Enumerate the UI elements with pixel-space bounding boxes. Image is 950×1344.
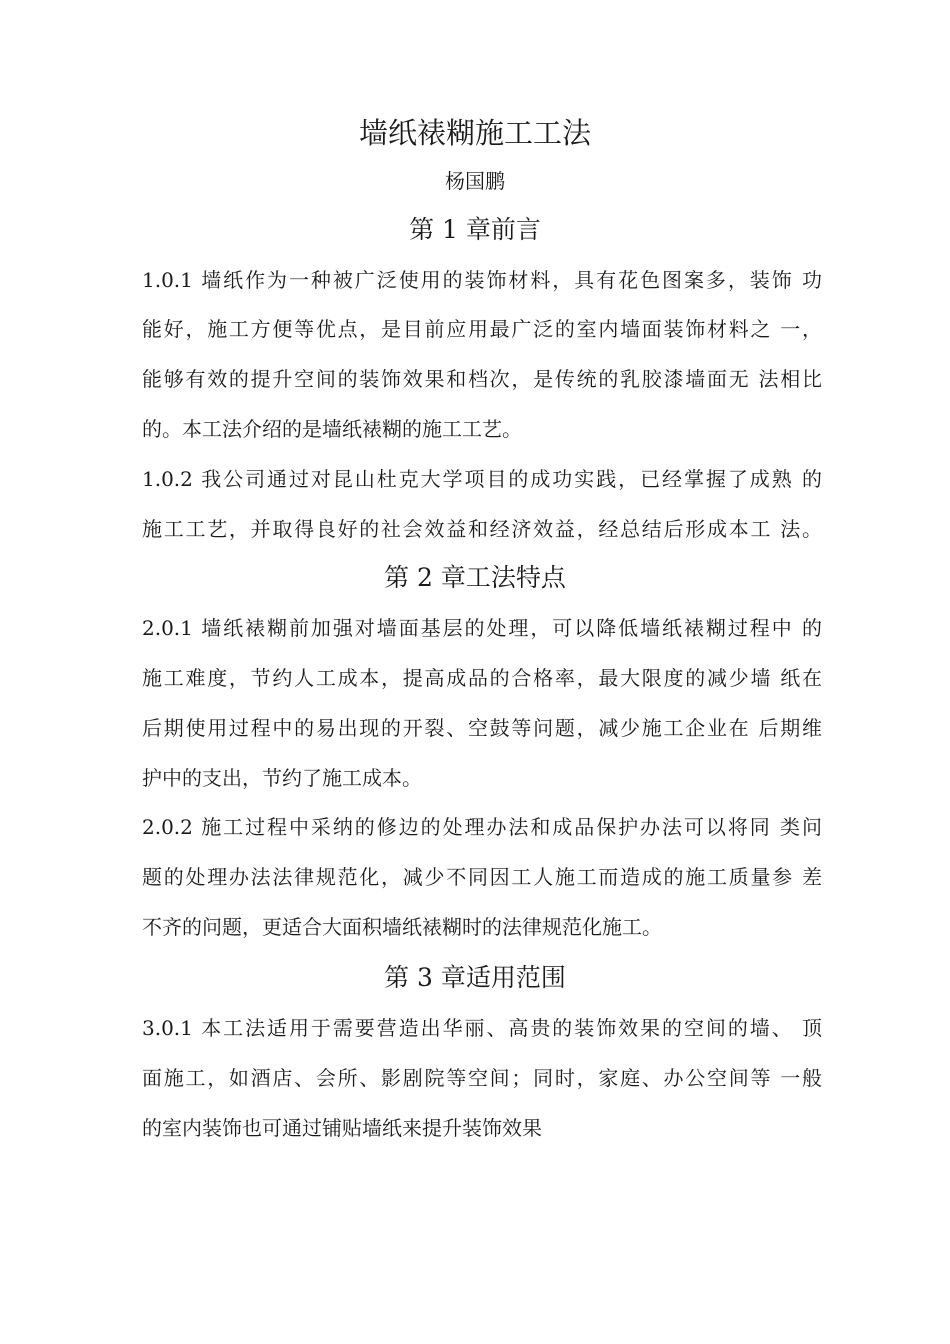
- chapter-1-line-5: 1.0.2 我公司通过对昆山杜克大学项目的成功实践，已经掌握了成熟 的: [142, 467, 822, 491]
- chapter-1-heading: 第 1 章前言: [409, 215, 541, 244]
- chapter-2-line-1: 2.0.1 墙纸裱糊前加强对墙面基层的处理，可以降低墙纸裱糊过程中 的: [142, 616, 822, 640]
- chapter-2-line-5: 2.0.2 施工过程中采纳的修边的处理办法和成品保护办法可以将同 类问: [142, 815, 822, 839]
- chapter-1-line-2: 能好，施工方便等优点，是目前应用最广泛的室内墙面装饰材料之 一，: [142, 317, 822, 341]
- chapter-1-line-3: 能够有效的提升空间的装饰效果和档次，是传统的乳胶漆墙面无 法相比: [142, 367, 822, 391]
- chapter-3-line-1: 3.0.1 本工法适用于需要营造出华丽、高贵的装饰效果的空间的墙、 顶: [142, 1016, 822, 1040]
- document-title: 墙纸裱糊施工工法: [358, 116, 591, 150]
- chapter-3-heading: 第 3 章适用范围: [384, 963, 566, 992]
- chapter-3-line-3: 的室内装饰也可通过铺贴墙纸来提升装饰效果: [142, 1116, 542, 1140]
- document-author: 杨国鹏: [445, 169, 505, 193]
- chapter-2-line-7: 不齐的问题，更适合大面积墙纸裱糊时的法律规范化施工。: [142, 915, 662, 939]
- chapter-1-line-6: 施工工艺，并取得良好的社会效益和经济效益，经总结后形成本工 法。: [142, 517, 822, 541]
- chapter-2-line-3: 后期使用过程中的易出现的开裂、空鼓等问题，减少施工企业在 后期维: [142, 716, 822, 740]
- chapter-2-line-6: 题的处理办法法律规范化，减少不同因工人施工而造成的施工质量参 差: [142, 865, 822, 889]
- chapter-1-line-4: 的。本工法介绍的是墙纸裱糊的施工工艺。: [142, 417, 522, 441]
- chapter-3-line-2: 面施工，如酒店、会所、影剧院等空间；同时，家庭、办公空间等 一般: [142, 1066, 822, 1090]
- chapter-2-heading: 第 2 章工法特点: [384, 563, 566, 592]
- chapter-1-line-1: 1.0.1 墙纸作为一种被广泛使用的装饰材料，具有花色图案多，装饰 功: [142, 268, 822, 292]
- chapter-2-line-2: 施工难度，节约人工成本，提高成品的合格率，最大限度的减少墙 纸在: [142, 666, 822, 690]
- chapter-2-line-4: 护中的支出，节约了施工成本。: [142, 766, 422, 790]
